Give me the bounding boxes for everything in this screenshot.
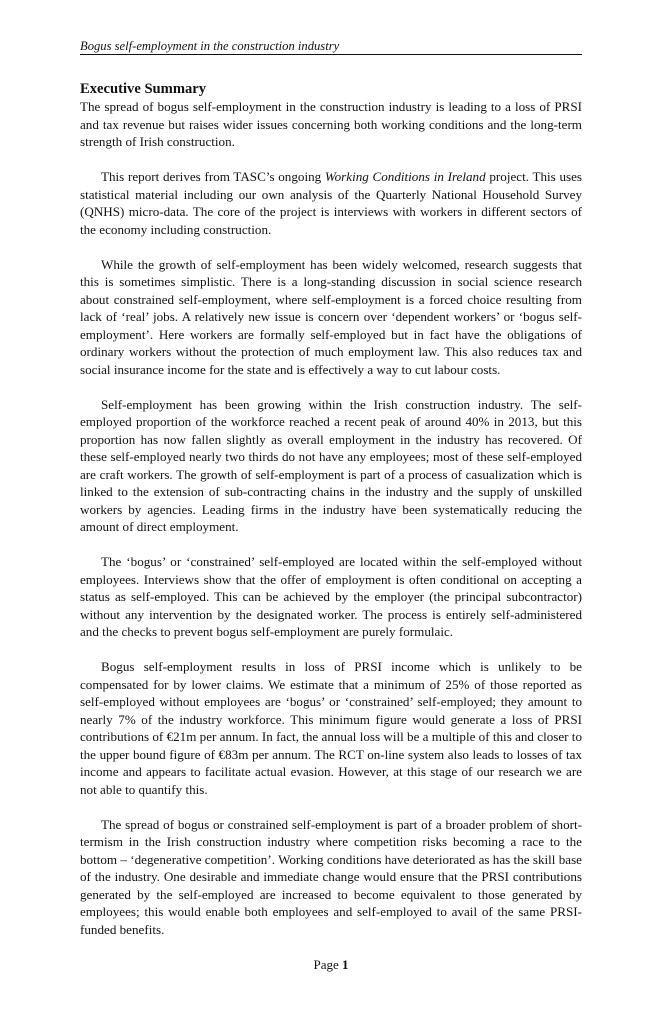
paragraph-1: The spread of bogus self-employment in the construction industry is leading to a loss of PRSI and tax revenue but raises wider issues concerning both working conditions and the long-term strength of Irish construction. bbox=[80, 99, 582, 149]
paragraph-7: The spread of bogus or constrained self-employment is part of a broader problem of short-termism in the Irish construction industry where competition risks becoming a race to the bottom – ‘degenerative competition’. Working conditions have deteriorated as has the skill base of the industry. One desirable and immediate change would ensure that the PRSI contributions generated by the self-employed are increased to become equivalent to those generated by employees; this would enable both employees and self-employed to avail of the same PRSI-funded benefits. bbox=[80, 816, 582, 937]
page-footer bbox=[80, 956, 582, 973]
paragraph-6: Bogus self-employment results in loss of PRSI income which is unlikely to be compensated for by lower claims. We estimate that a minimum of 25% of those reported as self-employed without employees are ‘bogus’ or ‘constrained’ self-employed; they amount to nearly 7% of the industry workforce. This minimum figure would generate a loss of PRSI contributions of €21m per annum. In fact, the annual loss will be a multiple of this and closer to the upper bound figure of €83m per annum. The RCT on-line system also leads to losses of tax income and appears to facilitate actual evasion. However, at this stage of our research we are not able to quantify this. bbox=[80, 659, 582, 797]
page-label: Page bbox=[313, 957, 339, 972]
page-number: 1 bbox=[342, 957, 349, 972]
running-header: Bogus self-employment in the construction industry bbox=[80, 38, 582, 55]
paragraph-4: Self-employment has been growing within the Irish construction industry. The self-employed proportion of the workforce reached a recent peak of around 40% in 2013, but this proportion has now fallen slightly as overall employment in the industry has recovered. Of these self-employed nearly two thirds do not have any employees; most of these self-employed are craft workers. The growth of self-employment is part of a process of casualization which is linked to the extension of sub-contracting chains in the industry and the supply of unskilled workers by agencies. Leading firms in the industry have been systematically reducing the amount of direct employment. bbox=[80, 396, 582, 534]
paragraph-2 bbox=[80, 168, 582, 238]
section-heading: Executive Summary bbox=[80, 81, 207, 97]
paragraph-5: The ‘bogus’ or ‘constrained’ self-employed are located within the self-employed without employees. Interviews show that the offer of employment is often conditional on accepting a status as self-employed. This can be achieved by the employer (the principal subcontractor) without any intervention by the designated worker. The process is entirely self-administered and the checks to prevent bogus self-employment are purely formulaic. bbox=[80, 554, 582, 639]
executive-summary-section bbox=[80, 80, 582, 938]
paragraph-3: While the growth of self-employment has been widely welcomed, research suggests that this is sometimes simplistic. There is a long-standing discussion in social science research about constrained self-employment, where self-employment is a forced choice resulting from lack of ‘real’ jobs. A relatively new issue is concern over ‘dependent workers’ or ‘bogus self-employment’. Here workers are formally self-employed but in fact have the obligations of ordinary workers without the protection of much employment law. This also reduces tax and social insurance income for the state and is effectively a way to cut labour costs. bbox=[80, 256, 582, 377]
paragraph-2-before: This report derives from TASC’s ongoing bbox=[101, 169, 325, 184]
project-title: Working Conditions in Ireland bbox=[324, 169, 486, 184]
paragraph-2-after: project. This uses statistical material including our own analysis of the Quarterly National Household Survey (QNHS) micro-data. The core of the project is interviews with workers in different sectors of the economy including construction. bbox=[80, 169, 582, 237]
